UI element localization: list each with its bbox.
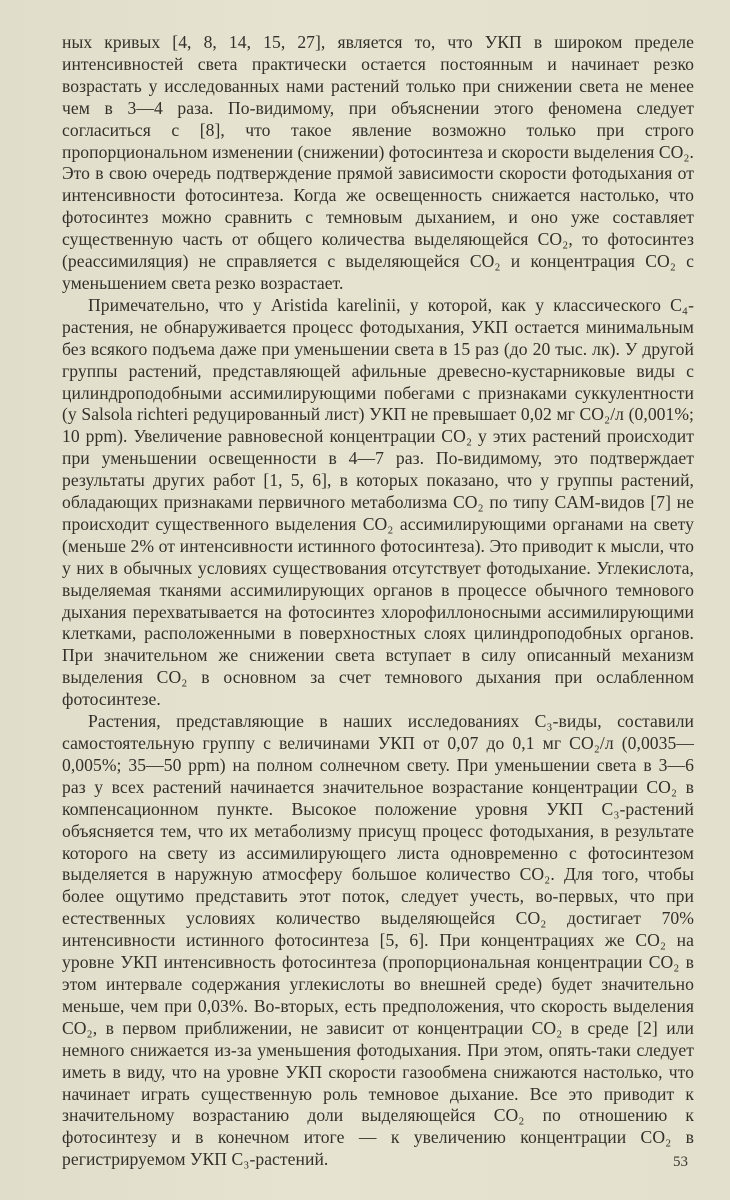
paragraph-c3-plants: Растения, представляющие в наших исследованиях C₃-виды, составили самостоятельную группу с величинами УКП от 0,07 до 0,1 мг CO₂/л (0,0035—0,005%; 35—50 ppm) на полном солнечном свету. При уменьшении света в 3—6 раз у всех растений начинается значительное возрастание концентрации CO₂ в компенсационном пункте. Высокое положение уровня УКП C₃-растений объясняется тем, что их метаболизму присущ процесс фотодыхания, в результате которого на свету из ассимилирующего листа одновременно с фотосинтезом выделяется в наружную атмосферу большое количество CO₂. Для того, чтобы более ощутимо представить этот поток, следует учесть, во-первых, что при естественных условиях количество выделяющейся CO₂ достигает 70% интенсивности истинного фотосинтеза [5, 6]. При концентрациях же CO₂ на уровне УКП интенсивность фотосинтеза (пропорциональная концентрации CO₂ в этом интервале содержания углекислоты во внешней среде) будет значительно меньше, чем при 0,03%. Во-вторых, есть предположения, что скорость выделения CO₂, в первом приближении, не зависит от концентрации CO₂ в среде [2] или немного снижается из-за уменьшения фотодыхания. При этом, опять-таки следует иметь в виду, что на уровне УКП скорости газообмена снижаются настолько, что начинает играть существенную роль темновое дыхание. Все это приводит к значительному возрастанию доли выделяющейся CO₂ по отношению к фотосинтезу и в конечном итоге — к увеличению концентрации CO₂ в регистрируемом УКП C₃-растений. [62,711,694,1170]
paragraph-aristida: Примечательно, что у Aristida karelinii, у которой, как у классического C₄-растения, не обнаруживается процесс фотодыхания, УКП остается минимальным без всякого подъема даже при уменьшении света в 15 раз (до 20 тыс. лк). У другой группы растений, представляющей афильные древесно-кустарниковые виды с цилиндроподобными ассимилирующими побегами с признаками суккулентности (у Salsola richteri редуцированный лист) УКП не превышает 0,02 мг CO₂/л (0,001%; 10 ppm). Увеличение равновесной концентрации CO₂ у этих растений происходит при уменьшении освещенности в 4—7 раз. По-видимому, это подтверждает результаты других работ [1, 5, 6], в которых показано, что у группы растений, обладающих признаками первичного метаболизма CO₂ по типу CAM-видов [7] не происходит существенного выделения CO₂ ассимилирующими органами на свету (меньше 2% от интенсивности истинного фотосинтеза). Это приводит к мысли, что у них в обычных условиях существования отсутствует фотодыхание. Углекислота, выделяемая тканями ассимилирующих органов в процессе обычного темнового дыхания перехватывается на фотосинтез хлорофиллоносными ассимилирующими клетками, расположенными в поверхностных слоях цилиндроподобных органов. При значительном же снижении света вступает в силу описанный механизм выделения CO₂ в основном за счет темнового дыхания при ослабленном фотосинтезе. [62,294,694,710]
body-text [62,32,694,1171]
paragraph-continued: ных кривых [4, 8, 14, 15, 27], является то, что УКП в широком пределе интенсивностей света практически остается постоянным и начинает резко возрастать у исследованных нами растений только при снижении света не менее чем в 3—4 раза. По-видимому, при объяснении этого феномена следует согласиться с [8], что такое явление возможно только при строго пропорциональном изменении (снижении) фотосинтеза и скорости выделения CO₂. Это в свою очередь подтверждение прямой зависимости скорости фотодыхания от интенсивности фотосинтеза. Когда же освещенность снижается настолько, что фотосинтез можно сравнить с темновым дыханием, и оно уже составляет существенную часть от общего количества выделяющейся CO₂, то фотосинтез (реассимиляция) не справляется с выделяющейся CO₂ и концентрация CO₂ с уменьшением света резко возрастает. [62,32,695,293]
page-number: 53 [673,1154,688,1170]
